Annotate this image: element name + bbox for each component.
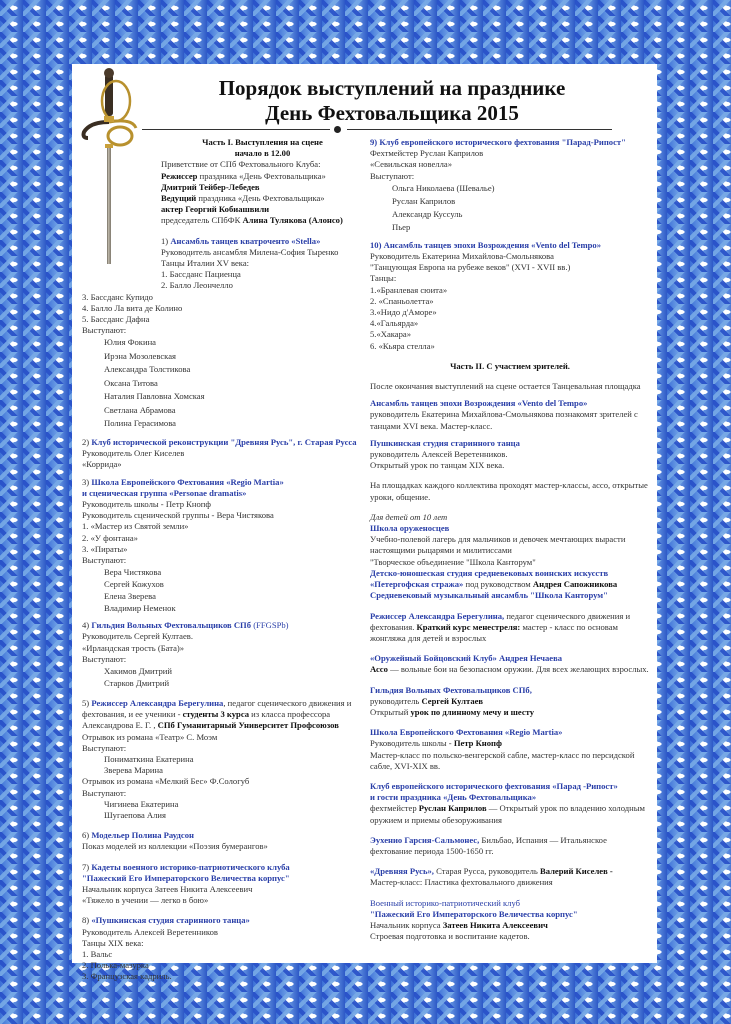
- cadets-title: "Пажеский Его Императорского Величества корпус": [370, 908, 578, 919]
- act-6-title: 6) Модельер Полина Раудсон: [82, 830, 194, 841]
- page-title: Порядок выступлений на празднике День Фехтовальщика 2015: [218, 76, 566, 125]
- left-column: Часть I. Выступления на сцене начало в 12.00 Приветствие от СПб Фехтовального Клуба: Режиссер праздника «День Фехтовальщика» Дмитрий Тейбер-Лебедев Ведущий праздника «День Фехтовальщика» актер Георгий Кобиашвили председатель СПбФК Алина Тулякова (Алонсо) 1) Ансамбль танцев кватроченто «Stella» Руководитель ансамбля Милена-София Тыренко Танцы Италии XV века: 1. Бассданс Пациенца 2. Балло Леончелло 3. Бассданс Купидо 4. Балло Ла вита де Колино 5. Бассданс Дафна Выступают: Юлия Фокина Ирэна Мозолевская Александра Толстикова Оксана Титова Наталия Павловна Хомская Светлана Абрамова Полина Герасимова 2) Клуб исторической реконструкции "Древняя Русь", г. Старая Русса Руководитель Олег Киселев «Коррида» 3) Школа Европейского Фехтования «Regio Martia» и сценическая группа «Personae dramatis» Руководитель школы - Петр Кнопф Руководитель сценической группы - Вера Чистякова 1. «Мастер из Святой земли» 2. «У фонтана» 3. «Пираты» Выступают: Вера Чистякова Сергей Кожухов Елена Зверева Владимир Неменок 4) Гильдия Вольных Фехтовальщиков СПб (FFGSPb) Руководитель Сергей Култаев. «Ирландская трость (Бата)» Выступают: Хакимов Дмитрий Старков Дмитрий 5) Режиссер Александра Берегулина, педагог сценического движения и фехтования, и ее ученики - студенты 3 курса из класса профессора Александрова Е. Г. , СПб Гуманитарный Университет Профсоюзов Отрывок из романа «Театр» С. Моэм Выступают: Пониматкина Екатерина Зверева Марина Отрывок из романа «Мелкий Бес» Ф.Сологуб Выступают: Чигинева Екатерина Шугаепова Алия 6) Модельер Полина Раудсон Показ моделей из коллекции «Поэзия бумерангов» 7) Кадеты военного историко-патриотического клуба "Пажеский Его Императорского Величества корпус" Начальник корпуса Затеев Никита Алексеевич «Тяжело в учении — легко в бою» 8) «Пушкинская студия старинного танца» Руководитель Алексей Веретенников Танцы XIX века: 1. Вальс 2. Полька-мазурка 3. Французская кадриль.: [82, 137, 364, 983]
- weapon-club-title: «Оружейный Бойцовский Клуб» Андрея Нечаева: [370, 653, 563, 664]
- squires-school-title: Школа оруженосцев: [370, 523, 450, 534]
- act-1-performers: Юлия Фокина Ирэна Мозолевская Александра Толстикова Оксана Титова Наталия Павловна Хомская Светлана Абрамова Полина Герасимова: [104, 337, 205, 429]
- vento-del-tempo-title: Ансамбль танцев эпохи Возрождения «Vento del Tempo»: [370, 398, 588, 409]
- act-9-performers: Ольга Николаева (Шевалье) Руслан Каприлов Александр Куссуль Пьер: [392, 182, 495, 232]
- program-poster: [72, 64, 657, 982]
- title-divider-left: [142, 129, 330, 130]
- act-5-title: 5) Режиссер Александра Берегулина, педагог сценического движения и фехтования, и ее ученики - студенты 3 курса из класса профессора Александрова Е. Г. , СПб Гуманитарный Университет Профсоюзов: [82, 698, 352, 731]
- act-10-title: 10) Ансамбль танцев эпохи Возрождения «Vento del Tempo»: [370, 239, 602, 250]
- part1-intro: Часть I. Выступления на сцене начало в 12.00 Приветствие от СПб Фехтовального Клуба: Режиссер праздника «День Фехтовальщика» Дмитрий Тейбер-Лебедев Ведущий праздника «День Фехтовальщика» актер Георгий Кобиашвили председатель СПбФК Алина Тулякова (Алонсо) 1) Ансамбль танцев кватроченто «Stella» Руководитель ансамбля Милена-София Тыренко Танцы Италии XV века: 1. Бассданс Пациенца 2. Балло Леончелло: [82, 137, 364, 292]
- act-4-title: 4) Гильдия Вольных Фехтовальщиков СПб (FFGSPb): [82, 620, 289, 631]
- act-2-title: 2) Клуб исторической реконструкции "Древняя Русь", г. Старая Русса: [82, 436, 357, 447]
- pushkin-studio-title: Пушкинская студия старинного танца: [370, 437, 520, 448]
- act-7-title: 7) Кадеты военного историко-патриотического клуба: [82, 861, 290, 872]
- act-8-title: 8) «Пушкинская студия старинного танца»: [82, 915, 250, 926]
- right-column: 9) Клуб европейского исторического фехтования "Парад-Рипост" Фехтмейстер Руслан Каприлов «Севильская новелла» Выступают: Ольга Николаева (Шевалье) Руслан Каприлов Александр Куссуль Пьер 10) Ансамбль танцев эпохи Возрождения «Vento del Tempo» Руководитель Екатерина Михайлова-Смольнякова "Танцующая Европа на рубеже веков" (XVI - XVII вв.) Танцы: 1.«Бранлевая сюита» 2. «Спаньолетта» 3.«Нидо д'Аморе» 4.«Гальярда» 5.«Хакара» 6. «Кьяра стелла» Часть II. С участием зрителей. После окончания выступлений на сцене остается Танцевальная площадка Ансамбль танцев эпохи Возрождения «Vento del Tempo» руководитель Екатерина Михайлова-Смольнякова познакомят зрителей с танцами XVI века. Мастер-класс. Пушкинская студия старинного танца руководитель Алексей Веретенников. Открытый урок по танцам XIX века. На площадках каждого коллектива проходят мастер-классы, ассо, открытые уроки, общение. Для детей от 10 лет Школа оруженосцев Учебно-полевой лагерь для мальчиков и девочек мечтающих вырасти настоящими рыцарями и милитиссами "Творческое объединение "Школа Канторум" Детско-юношеская студия средневековых воинских искусств «Петергофская стража» под руководством Андрея Сапожникова Средневековый музыкальный ансамбль "Школа Канторум" Режиссер Александра Берегулина, педагог сценического движения и фехтования. Краткий курс менестреля: мастер - класс по основам жонгляжа для детей и взрослых «Оружейный Бойцовский Клуб» Андрея Нечаева Ассо — вольные бои на безопасном оружии. Для всех желающих взрослых. Гильдия Вольных Фехтовальщиков СПб, руководитель Сергей Култаев Открытый урок по длинному мечу и шесту Школа Европейского Фехтования «Regio Martia» Руководитель школы - Петр Кнопф Мастер-класс по польско-венгерской сабле, мастер-класс по персидской сабле, XVI-XIX вв. Клуб европейского исторического фехтования «Парад -Рипост» и гости праздника «День Фехтовальщика» фехтмейстер Руслан Каприлов — Открытый урок по владению холодным оружием и приемы обезоруживания Эухенио Гарсия-Сальмонес, Бильбао, Испания — Итальянское фехтование периода 1500-1650 гг. «Древняя Русь», Старая Русса, руководитель Валерий Киселев - Мастер-класс: Пластика фехтовального движения Военный историко-патриотический клуб "Пажеский Его Императорского Величества корпус" Начальник корпуса Затеев Никита Алексеевич Строевая подготовка и воспитание кадетов.: [370, 137, 649, 942]
- divider-dot: [334, 126, 341, 133]
- part2-heading: Часть II. С участием зрителей.: [450, 360, 570, 371]
- act-9-title: 9) Клуб европейского исторического фехтования "Парад-Рипост": [370, 137, 626, 147]
- part1-heading: Часть I. Выступления на сцене: [202, 137, 323, 147]
- guild-title: Гильдия Вольных Фехтовальщиков СПб,: [370, 684, 532, 695]
- act-3-performers: Вера Чистякова Сергей Кожухов Елена Зверева Владимир Неменок: [104, 567, 176, 614]
- act-1-title: 1) Ансамбль танцев кватроченто «Stella»: [161, 235, 321, 246]
- act-3-title: 3) Школа Европейского Фехтования «Regio Martia»: [82, 476, 284, 487]
- part1-start-time: начало в 12.00: [234, 148, 291, 159]
- act-4-performers: Хакимов Дмитрий Старков Дмитрий: [104, 666, 172, 688]
- regio-martia-title: Школа Европейского Фехтования «Regio Martia»: [370, 727, 563, 738]
- parad-riposte-title: Клуб европейского исторического фехтования «Парад -Рипост»: [370, 780, 618, 791]
- title-divider-right: [347, 129, 612, 130]
